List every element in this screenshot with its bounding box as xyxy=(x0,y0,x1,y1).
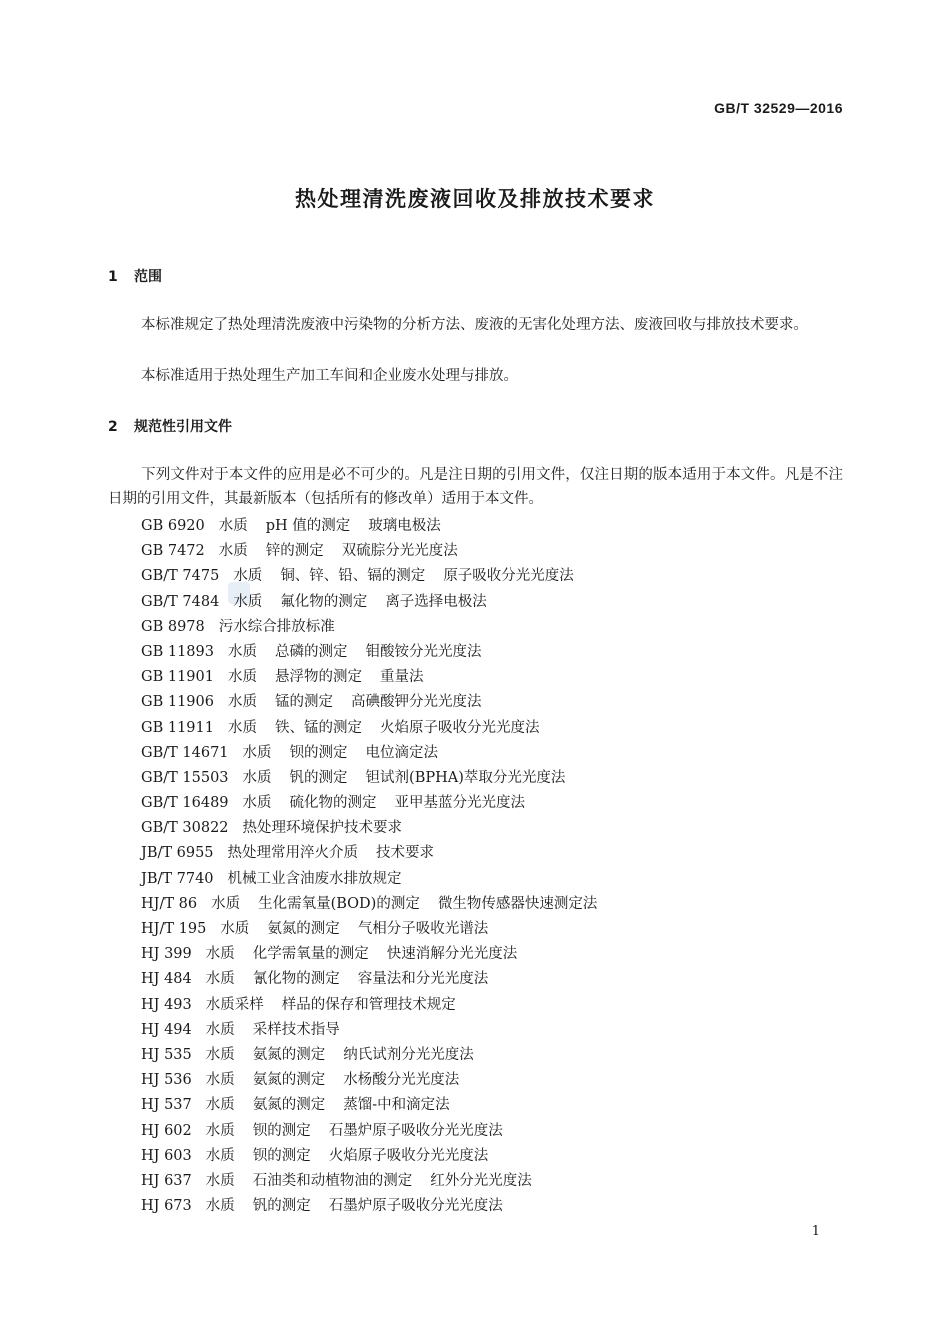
reference-code: HJ/T 86 xyxy=(141,895,198,912)
scope-paragraph-1 xyxy=(108,313,843,337)
reference-title-part: 水质 xyxy=(233,593,263,610)
references-intro xyxy=(108,463,843,511)
section-title: 范围 xyxy=(134,269,162,285)
reference-item xyxy=(141,1093,615,1118)
reference-item xyxy=(141,1068,615,1093)
reference-item xyxy=(141,967,615,992)
reference-item xyxy=(141,564,615,589)
reference-title-part: 水质 xyxy=(227,719,257,736)
section-2-heading xyxy=(108,416,232,436)
reference-item xyxy=(141,892,615,917)
document-title: 热处理清洗废液回收及排放技术要求 xyxy=(295,187,655,211)
reference-code: GB/T 7484 xyxy=(141,593,220,610)
reference-title-part: 机械工业含油废水排放规定 xyxy=(227,870,402,887)
reference-item xyxy=(141,690,615,715)
reference-title-part: 重量法 xyxy=(379,669,424,686)
reference-title-part: 水质 xyxy=(242,744,272,761)
reference-code: HJ 603 xyxy=(141,1147,192,1164)
reference-code: GB 8978 xyxy=(141,618,205,635)
reference-title-part: 锰的测定 xyxy=(274,694,333,711)
reference-title-part: 铜、锌、铅、镉的测定 xyxy=(280,568,426,585)
reference-title-part: 硫化物的测定 xyxy=(289,795,377,812)
reference-item xyxy=(141,1018,615,1043)
scope-paragraph-2 xyxy=(108,364,843,388)
reference-title-part: 红外分光光度法 xyxy=(430,1172,532,1189)
reference-item xyxy=(141,942,615,967)
reference-code: GB/T 14671 xyxy=(141,744,229,761)
reference-item xyxy=(141,917,615,942)
reference-item xyxy=(141,590,615,615)
reference-code: GB 11906 xyxy=(141,694,214,711)
section-number: 1 xyxy=(108,269,118,285)
reference-title-part: 水质 xyxy=(242,769,272,786)
reference-title-part: 快速消解分光光度法 xyxy=(386,946,518,963)
reference-title-part: pH 值的测定 xyxy=(265,518,351,534)
reference-title-part: 水质 xyxy=(227,643,257,660)
reference-item xyxy=(141,1144,615,1169)
reference-item xyxy=(141,766,615,791)
reference-code: JB/T 6955 xyxy=(141,845,214,862)
reference-item xyxy=(141,665,615,690)
scope-text-1: 本标准规定了热处理清洗废液中污染物的分析方法、废液的无害化处理方法、废液回收与排放技术要求。 xyxy=(141,317,808,333)
reference-title-part: 水质 xyxy=(205,971,235,988)
reference-code: HJ 602 xyxy=(141,1122,192,1139)
reference-title-part: 石墨炉原子吸收分光光度法 xyxy=(328,1122,503,1139)
reference-item xyxy=(141,1194,615,1219)
reference-title-part: 水质 xyxy=(227,694,257,711)
reference-code: GB 6920 xyxy=(141,518,205,534)
reference-title-part: 高碘酸钾分光光度法 xyxy=(350,694,482,711)
reference-item xyxy=(141,716,615,741)
reference-title-part: 钡的测定 xyxy=(289,744,348,761)
reference-title-part: 原子吸收分光光度法 xyxy=(443,568,574,585)
reference-code: HJ 536 xyxy=(141,1072,192,1089)
reference-title-part: 水质采样 xyxy=(205,996,264,1013)
reference-title-part: 亚甲基蓝分光光度法 xyxy=(394,795,526,812)
reference-item xyxy=(141,867,615,892)
reference-code: HJ/T 195 xyxy=(141,921,207,937)
reference-title-part: 水质 xyxy=(205,1097,235,1114)
reference-title-part: 钽试剂(BPHA)萃取分光光度法 xyxy=(365,769,566,786)
references-intro-text: 下列文件对于本文件的应用是必不可少的。凡是注日期的引用文件，仅注日期的版本适用于本文件。凡是不注日期的引用文件，其最新版本（包括所有的修改单）适用于本文件。 xyxy=(108,467,843,507)
reference-title-part: 化学需氧量的测定 xyxy=(252,946,369,963)
reference-title-part: 技术要求 xyxy=(376,845,435,862)
reference-code: GB/T 15503 xyxy=(141,769,229,786)
reference-title-part: 水质 xyxy=(211,895,241,912)
section-1-heading xyxy=(108,266,162,286)
reference-code: GB/T 16489 xyxy=(141,795,229,812)
reference-title-part: 水质 xyxy=(205,1198,235,1215)
reference-title-part: 火焰原子吸收分光光度法 xyxy=(379,719,540,736)
reference-title-part: 水质 xyxy=(205,1072,235,1089)
reference-code: GB/T 30822 xyxy=(141,820,229,837)
reference-item xyxy=(141,640,615,665)
reference-code: JB/T 7740 xyxy=(141,870,214,887)
reference-title-part: 采样技术指导 xyxy=(252,1021,340,1038)
reference-title-part: 锌的测定 xyxy=(265,543,324,560)
reference-item xyxy=(141,539,615,564)
reference-title-part: 污水综合排放标准 xyxy=(218,618,335,635)
reference-code: GB 11901 xyxy=(141,669,214,686)
reference-title-part: 水质 xyxy=(205,1046,235,1063)
reference-title-part: 石油类和动植物油的测定 xyxy=(252,1172,413,1189)
reference-title-part: 氟化物的测定 xyxy=(280,593,368,610)
reference-item xyxy=(141,841,615,866)
reference-title-part: 钡的测定 xyxy=(252,1147,311,1164)
reference-title-part: 微生物传感器快速测定法 xyxy=(437,895,598,912)
reference-title-part: 蒸馏-中和滴定法 xyxy=(343,1097,450,1114)
reference-title-part: 水质 xyxy=(220,921,250,937)
reference-code: HJ 399 xyxy=(141,946,192,963)
reference-item xyxy=(141,816,615,841)
reference-code: HJ 673 xyxy=(141,1198,192,1215)
section-title: 规范性引用文件 xyxy=(134,419,232,435)
reference-code: HJ 493 xyxy=(141,996,192,1013)
reference-title-part: 水质 xyxy=(233,568,263,585)
scope-text-2: 本标准适用于热处理生产加工车间和企业废水处理与排放。 xyxy=(141,368,518,384)
reference-title-part: 气相分子吸收光谱法 xyxy=(357,921,489,937)
reference-title-part: 生化需氧量(BOD)的测定 xyxy=(258,895,420,912)
reference-item xyxy=(141,1119,615,1144)
reference-title-part: 氰化物的测定 xyxy=(252,971,340,988)
reference-code: HJ 537 xyxy=(141,1097,192,1114)
standard-code: GB/T 32529—2016 xyxy=(714,100,843,116)
page-number: 1 xyxy=(811,1224,820,1239)
reference-title-part: 水质 xyxy=(205,1147,235,1164)
reference-title-part: 氨氮的测定 xyxy=(252,1072,326,1089)
section-number: 2 xyxy=(108,419,118,435)
reference-code: GB 11893 xyxy=(141,643,214,660)
reference-item xyxy=(141,1043,615,1068)
reference-title-part: 水杨酸分光光度法 xyxy=(343,1072,460,1089)
reference-title-part: 氨氮的测定 xyxy=(252,1046,326,1063)
reference-title-part: 悬浮物的测定 xyxy=(274,669,362,686)
reference-title-part: 水质 xyxy=(205,1122,235,1139)
reference-code: GB/T 7475 xyxy=(141,568,220,585)
reference-item xyxy=(141,741,615,766)
reference-title-part: 铁、锰的测定 xyxy=(274,719,362,736)
reference-title-part: 电位滴定法 xyxy=(365,744,439,761)
reference-title-part: 钒的测定 xyxy=(252,1198,311,1215)
reference-code: GB 7472 xyxy=(141,543,205,560)
reference-title-part: 水质 xyxy=(205,946,235,963)
reference-code: HJ 535 xyxy=(141,1046,192,1063)
reference-item xyxy=(141,1169,615,1194)
reference-title-part: 氨氮的测定 xyxy=(252,1097,326,1114)
reference-title-part: 石墨炉原子吸收分光光度法 xyxy=(328,1198,503,1215)
reference-item xyxy=(141,615,615,640)
reference-title-part: 玻璃电极法 xyxy=(368,518,441,534)
reference-title-part: 热处理环境保护技术要求 xyxy=(242,820,403,837)
reference-title-part: 水质 xyxy=(205,1172,235,1189)
reference-code: HJ 637 xyxy=(141,1172,192,1189)
reference-title-part: 钒的测定 xyxy=(289,769,348,786)
reference-title-part: 双硫腙分光光度法 xyxy=(341,543,458,560)
reference-title-part: 离子选择电极法 xyxy=(385,593,487,610)
reference-title-part: 水质 xyxy=(218,518,248,534)
reference-title-part: 容量法和分光光度法 xyxy=(357,971,489,988)
reference-title-part: 水质 xyxy=(205,1021,235,1038)
reference-code: GB 11911 xyxy=(141,719,214,736)
reference-title-part: 水质 xyxy=(218,543,248,560)
reference-title-part: 纳氏试剂分光光度法 xyxy=(343,1046,474,1063)
reference-list xyxy=(141,514,615,1219)
reference-title-part: 热处理常用淬火介质 xyxy=(227,845,359,862)
reference-title-part: 钡的测定 xyxy=(252,1122,311,1139)
reference-item xyxy=(141,514,615,539)
reference-title-part: 火焰原子吸收分光光度法 xyxy=(328,1147,489,1164)
reference-title-part: 氨氮的测定 xyxy=(267,921,340,937)
reference-title-part: 总磷的测定 xyxy=(274,643,348,660)
reference-item xyxy=(141,791,615,816)
reference-title-part: 水质 xyxy=(227,669,257,686)
reference-title-part: 样品的保存和管理技术规定 xyxy=(281,996,456,1013)
reference-code: HJ 484 xyxy=(141,971,192,988)
reference-title-part: 钼酸铵分光光度法 xyxy=(365,643,482,660)
reference-item xyxy=(141,993,615,1018)
reference-code: HJ 494 xyxy=(141,1021,192,1038)
reference-title-part: 水质 xyxy=(242,795,272,812)
